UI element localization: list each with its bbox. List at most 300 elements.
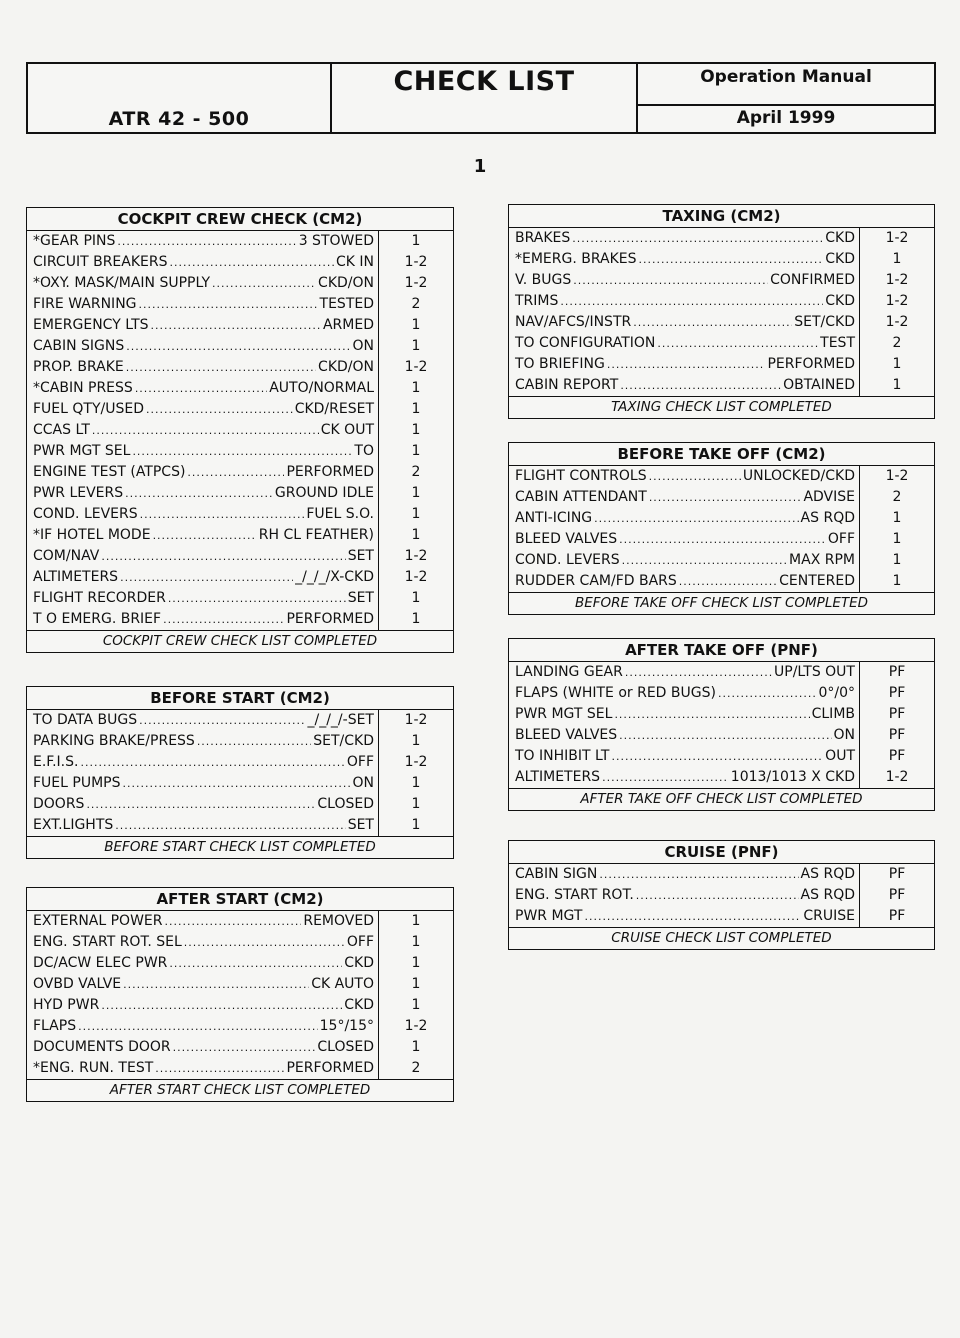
crew-member: 2: [892, 335, 902, 351]
checklist-item: [509, 571, 860, 592]
crew-member: 1: [411, 590, 421, 606]
checklist-row: [27, 441, 453, 462]
checklist-row: [509, 767, 934, 788]
leader-dots: [572, 228, 823, 249]
checklist-row: [509, 270, 934, 291]
leader-dots: [126, 357, 316, 378]
item-label: TO CONFIGURATION: [515, 335, 656, 351]
checklist-row: [27, 315, 453, 336]
checklist-row: [27, 609, 453, 630]
item-value: CKD: [825, 230, 855, 246]
item-value: CLIMB: [811, 706, 855, 722]
item-value: ON: [352, 338, 374, 354]
leader-dots: [140, 504, 305, 525]
crew-member: 2: [411, 296, 421, 312]
crew-member: 1: [411, 817, 421, 833]
item-label: PWR MGT SEL: [515, 706, 613, 722]
crew-member: 1: [892, 377, 902, 393]
manual-cell: [638, 64, 934, 132]
checklist-item: [27, 525, 379, 546]
leader-dots: [169, 252, 334, 273]
item-value: _/_/_/-SET: [307, 712, 374, 728]
crew-member: 1-2: [885, 314, 909, 330]
item-value: AS RQD: [800, 510, 855, 526]
checklist-item: [509, 704, 860, 725]
item-label: *EMERG. BRAKES: [515, 251, 637, 267]
checklist-item: [509, 270, 860, 291]
checklist-item: [27, 1037, 379, 1058]
item-value: TESTED: [319, 296, 374, 312]
item-label: EXT.LIGHTS: [33, 817, 114, 833]
leader-dots: [78, 1016, 318, 1037]
crew-member: 1: [411, 976, 421, 992]
checklist-row: [27, 794, 453, 815]
checklist-row: [509, 746, 934, 767]
item-value: OFF: [346, 754, 374, 770]
crew-member: 1: [411, 422, 421, 438]
leader-dots: [155, 1058, 284, 1079]
section-title: CRUISE (PNF): [509, 841, 934, 864]
item-value: OUT: [825, 748, 855, 764]
item-value: ON: [833, 727, 855, 743]
checklist-row: [27, 588, 453, 609]
leader-dots: [184, 932, 345, 953]
leader-dots: [602, 767, 729, 788]
checklist-row: [509, 704, 934, 725]
crew-member: 1: [411, 997, 421, 1013]
crew-member: PF: [888, 748, 906, 764]
checklist-item: [509, 508, 860, 529]
item-label: FLIGHT CONTROLS: [515, 468, 647, 484]
item-label: BLEED VALVES: [515, 727, 618, 743]
checklist-item: [27, 378, 379, 399]
crew-member: 1-2: [404, 712, 428, 728]
leader-dots: [123, 974, 309, 995]
checklist-item: [509, 291, 860, 312]
leader-dots: [573, 270, 768, 291]
leader-dots: [649, 487, 802, 508]
leader-dots: [607, 354, 766, 375]
leader-dots: [718, 683, 817, 704]
leader-dots: [187, 462, 284, 483]
item-label: *OXY. MASK/MAIN SUPPLY: [33, 275, 210, 291]
item-value: MAX RPM: [789, 552, 855, 568]
checklist-row: [27, 731, 453, 752]
checklist-item: [509, 228, 860, 249]
checklist-item: [27, 752, 379, 773]
item-label: OVBD VALVE: [33, 976, 122, 992]
checklist-item: [509, 529, 860, 550]
checklist-row: [509, 228, 934, 249]
item-label: FLIGHT RECORDER: [33, 590, 166, 606]
checklist-item: [27, 794, 379, 815]
checklist-item: [509, 375, 860, 396]
item-label: TO DATA BUGS: [33, 712, 138, 728]
section-title: TAXING (CM2): [509, 205, 934, 228]
item-value: 0°/0°: [818, 685, 855, 701]
crew-member: 1: [411, 611, 421, 627]
checklist-row: [509, 354, 934, 375]
section-footer: CRUISE CHECK LIST COMPLETED: [509, 927, 934, 949]
crew-member: PF: [888, 866, 906, 882]
item-label: CABIN ATTENDANT: [515, 489, 647, 505]
item-value: REMOVED: [303, 913, 374, 929]
leader-dots: [679, 571, 777, 592]
checklist-row: [27, 911, 453, 932]
item-label: BRAKES: [515, 230, 571, 246]
leader-dots: [625, 662, 772, 683]
item-value: CKD/ON: [318, 275, 374, 291]
item-value: 1013/1013 X CKD: [730, 769, 855, 785]
item-value: OFF: [827, 531, 855, 547]
crew-member: 1: [411, 955, 421, 971]
item-value: OFF: [346, 934, 374, 950]
item-value: ON: [352, 775, 374, 791]
section-title: AFTER START (CM2): [27, 888, 453, 911]
checklist-item: [509, 662, 860, 683]
item-label: T O EMERG. BRIEF: [33, 611, 162, 627]
checklist-row: [27, 1037, 453, 1058]
checklist-row: [27, 273, 453, 294]
checklist-row: [509, 662, 934, 683]
item-value: SET: [347, 590, 374, 606]
leader-dots: [126, 336, 350, 357]
item-value: UP/LTS OUT: [774, 664, 855, 680]
item-label: TO INHIBIT LT: [515, 748, 610, 764]
document-title: CHECK LIST: [393, 66, 575, 97]
checklist-row: [27, 336, 453, 357]
item-label: PARKING BRAKE/PRESS: [33, 733, 195, 749]
page-number: 1: [473, 156, 487, 177]
checklist-item: [27, 462, 379, 483]
item-value: SET: [347, 548, 374, 564]
item-value: TEST: [820, 335, 855, 351]
leader-dots: [101, 546, 345, 567]
checklist-item: [27, 588, 379, 609]
item-value: CK IN: [335, 254, 374, 270]
item-label: ANTI-ICING: [515, 510, 593, 526]
checklist-item: [27, 294, 379, 315]
leader-dots: [633, 312, 792, 333]
item-label: CABIN SIGNS: [33, 338, 125, 354]
checklist-item: [509, 354, 860, 375]
item-value: CLOSED: [317, 1039, 374, 1055]
leader-dots: [117, 231, 296, 252]
checklist-row: [27, 815, 453, 836]
checklist-row: [27, 483, 453, 504]
leader-dots: [212, 273, 316, 294]
checklist-row: [27, 462, 453, 483]
checklist-item: [27, 932, 379, 953]
crew-member: 1: [411, 485, 421, 501]
crew-member: 1: [892, 510, 902, 526]
checklist-item: [27, 731, 379, 752]
checklist-row: [509, 249, 934, 270]
item-value: 3 STOWED: [298, 233, 374, 249]
item-label: FUEL QTY/USED: [33, 401, 144, 417]
checklist-item: [27, 483, 379, 504]
leader-dots: [622, 550, 787, 571]
leader-dots: [86, 794, 315, 815]
checklist-item: [509, 683, 860, 704]
leader-dots: [132, 441, 352, 462]
checklist-item: [27, 315, 379, 336]
checklist-row: [27, 1058, 453, 1079]
checklist-row: [27, 525, 453, 546]
crew-member: 2: [411, 464, 421, 480]
section-after-takeoff: [508, 638, 935, 811]
crew-member: 1: [892, 356, 902, 372]
checklist-row: [509, 885, 934, 906]
item-label: ENG. START ROT.: [515, 887, 634, 903]
item-value: CKD/ON: [318, 359, 374, 375]
item-value: AS RQD: [800, 887, 855, 903]
leader-dots: [614, 704, 809, 725]
checklist-item: [509, 249, 860, 270]
item-label: TO BRIEFING: [515, 356, 605, 372]
item-value: CKD: [825, 251, 855, 267]
crew-member: 1: [411, 527, 421, 543]
section-after-start: [26, 887, 454, 1102]
checklist-row: [27, 546, 453, 567]
item-value: AUTO/NORMAL: [269, 380, 374, 396]
title-cell: [332, 64, 638, 132]
leader-dots: [115, 815, 345, 836]
leader-dots: [584, 906, 801, 927]
section-title: COCKPIT CREW CHECK (CM2): [27, 208, 453, 231]
page-header: [26, 62, 936, 134]
item-value: CKD: [344, 955, 374, 971]
checklist-row: [509, 864, 934, 885]
leader-dots: [168, 588, 346, 609]
leader-dots: [649, 466, 741, 487]
leader-dots: [146, 399, 293, 420]
leader-dots: [101, 995, 342, 1016]
item-value: SET/CKD: [313, 733, 374, 749]
checklist-item: [509, 466, 860, 487]
item-label: CIRCUIT BREAKERS: [33, 254, 168, 270]
crew-member: 1: [411, 506, 421, 522]
checklist-item: [509, 746, 860, 767]
item-value: ARMED: [322, 317, 374, 333]
crew-member: 2: [411, 1060, 421, 1076]
checklist-item: [27, 546, 379, 567]
item-value: 15°/15°: [319, 1018, 374, 1034]
crew-member: 1-2: [885, 293, 909, 309]
checklist-item: [509, 312, 860, 333]
checklist-item: [509, 725, 860, 746]
checklist-item: [27, 231, 379, 252]
leader-dots: [636, 885, 799, 906]
item-value: CENTERED: [779, 573, 855, 589]
checklist-item: [27, 953, 379, 974]
crew-member: PF: [888, 706, 906, 722]
item-label: CABIN REPORT: [515, 377, 619, 393]
manual-name: Operation Manual: [638, 66, 934, 106]
crew-member: 1-2: [404, 754, 428, 770]
leader-dots: [151, 315, 321, 336]
checklist-item: [27, 1016, 379, 1037]
leader-dots: [135, 378, 267, 399]
leader-dots: [639, 249, 824, 270]
item-value: AS RQD: [800, 866, 855, 882]
checklist-row: [509, 375, 934, 396]
item-value: PERFORMED: [286, 611, 374, 627]
leader-dots: [163, 609, 284, 630]
checklist-row: [509, 508, 934, 529]
leader-dots: [620, 375, 781, 396]
leader-dots: [80, 752, 344, 773]
checklist-row: [509, 333, 934, 354]
leader-dots: [165, 911, 302, 932]
crew-member: 1: [892, 531, 902, 547]
item-value: CONFIRMED: [770, 272, 855, 288]
crew-member: 1-2: [404, 275, 428, 291]
item-label: *GEAR PINS: [33, 233, 116, 249]
item-value: RH CL FEATHER): [258, 527, 374, 543]
leader-dots: [611, 746, 823, 767]
leader-dots: [599, 864, 798, 885]
checklist-item: [27, 815, 379, 836]
item-label: HYD PWR: [33, 997, 100, 1013]
checklist-row: [27, 1016, 453, 1037]
item-value: _/_/_/X-CKD: [295, 569, 374, 585]
checklist-item: [27, 773, 379, 794]
item-value: CKD: [825, 293, 855, 309]
section-footer: TAXING CHECK LIST COMPLETED: [509, 396, 934, 418]
checklist-row: [27, 932, 453, 953]
crew-member: 1-2: [404, 569, 428, 585]
item-value: CRUISE: [803, 908, 855, 924]
item-label: COM/NAV: [33, 548, 100, 564]
checklist-item: [27, 399, 379, 420]
checklist-item: [27, 420, 379, 441]
checklist-row: [27, 567, 453, 588]
item-value: PERFORMED: [286, 1060, 374, 1076]
revision-date: April 1999: [736, 108, 836, 128]
checklist-item: [27, 273, 379, 294]
crew-member: 1-2: [404, 1018, 428, 1034]
item-label: V. BUGS: [515, 272, 572, 288]
item-label: COND. LEVERS: [515, 552, 620, 568]
leader-dots: [619, 529, 826, 550]
checklist-item: [509, 906, 860, 927]
checklist-item: [509, 487, 860, 508]
aircraft-cell: [28, 64, 332, 132]
item-value: FUEL S.O.: [306, 506, 374, 522]
checklist-item: [27, 252, 379, 273]
section-cockpit: [26, 207, 454, 653]
item-value: PERFORMED: [767, 356, 855, 372]
aircraft-type: ATR 42 - 500: [108, 108, 250, 130]
item-label: FLAPS (WHITE or RED BUGS): [515, 685, 716, 701]
checklist-row: [509, 683, 934, 704]
crew-member: PF: [888, 908, 906, 924]
checklist-row: [27, 378, 453, 399]
item-value: SET/CKD: [794, 314, 855, 330]
checklist-item: [509, 767, 860, 788]
checklist-item: [27, 995, 379, 1016]
item-label: *CABIN PRESS: [33, 380, 133, 396]
leader-dots: [657, 333, 818, 354]
item-label: EMERGENCY LTS: [33, 317, 149, 333]
item-label: DOCUMENTS DOOR: [33, 1039, 171, 1055]
checklist-row: [27, 953, 453, 974]
item-value: SET: [347, 817, 374, 833]
item-value: CK AUTO: [311, 976, 374, 992]
leader-dots: [139, 294, 318, 315]
item-label: CCAS LT: [33, 422, 90, 438]
crew-member: 1: [411, 338, 421, 354]
checklist-row: [509, 312, 934, 333]
crew-member: 1-2: [885, 769, 909, 785]
item-label: NAV/AFCS/INSTR: [515, 314, 632, 330]
item-value: GROUND IDLE: [274, 485, 374, 501]
leader-dots: [92, 420, 319, 441]
crew-member: PF: [888, 727, 906, 743]
crew-member: 1: [411, 733, 421, 749]
checklist-row: [509, 466, 934, 487]
section-footer: AFTER START CHECK LIST COMPLETED: [27, 1079, 453, 1101]
checklist-row: [509, 571, 934, 592]
item-label: TRIMS: [515, 293, 559, 309]
item-value: TO: [354, 443, 374, 459]
section-footer: COCKPIT CREW CHECK LIST COMPLETED: [27, 630, 453, 652]
leader-dots: [173, 1037, 316, 1058]
item-label: FUEL PUMPS: [33, 775, 121, 791]
checklist-row: [27, 231, 453, 252]
item-value: ADVISE: [803, 489, 855, 505]
item-label: PROP. BRAKE: [33, 359, 124, 375]
checklist-row: [27, 974, 453, 995]
crew-member: 1-2: [404, 359, 428, 375]
crew-member: 1: [411, 796, 421, 812]
checklist-row: [509, 550, 934, 571]
leader-dots: [560, 291, 823, 312]
crew-member: PF: [888, 664, 906, 680]
checklist-item: [27, 710, 379, 731]
item-label: ALTIMETERS: [33, 569, 119, 585]
checklist-row: [27, 995, 453, 1016]
crew-member: 2: [892, 489, 902, 505]
checklist-item: [27, 974, 379, 995]
section-before-start: [26, 686, 454, 859]
item-label: DOORS: [33, 796, 85, 812]
checklist-item: [27, 357, 379, 378]
item-label: LANDING GEAR: [515, 664, 623, 680]
checklist-row: [509, 906, 934, 927]
leader-dots: [123, 773, 351, 794]
checklist-row: [27, 420, 453, 441]
section-footer: BEFORE START CHECK LIST COMPLETED: [27, 836, 453, 858]
leader-dots: [120, 567, 293, 588]
section-title: AFTER TAKE OFF (PNF): [509, 639, 934, 662]
section-title: BEFORE START (CM2): [27, 687, 453, 710]
leader-dots: [153, 525, 257, 546]
checklist-row: [27, 710, 453, 731]
checklist-item: [27, 336, 379, 357]
section-footer: AFTER TAKE OFF CHECK LIST COMPLETED: [509, 788, 934, 810]
item-label: FLAPS: [33, 1018, 77, 1034]
leader-dots: [619, 725, 831, 746]
crew-member: 1: [411, 1039, 421, 1055]
item-label: CABIN SIGN: [515, 866, 598, 882]
item-label: PWR MGT: [515, 908, 583, 924]
item-label: PWR LEVERS: [33, 485, 124, 501]
item-label: COND. LEVERS: [33, 506, 138, 522]
item-label: ENG. START ROT. SEL: [33, 934, 182, 950]
item-value: CK OUT: [320, 422, 374, 438]
